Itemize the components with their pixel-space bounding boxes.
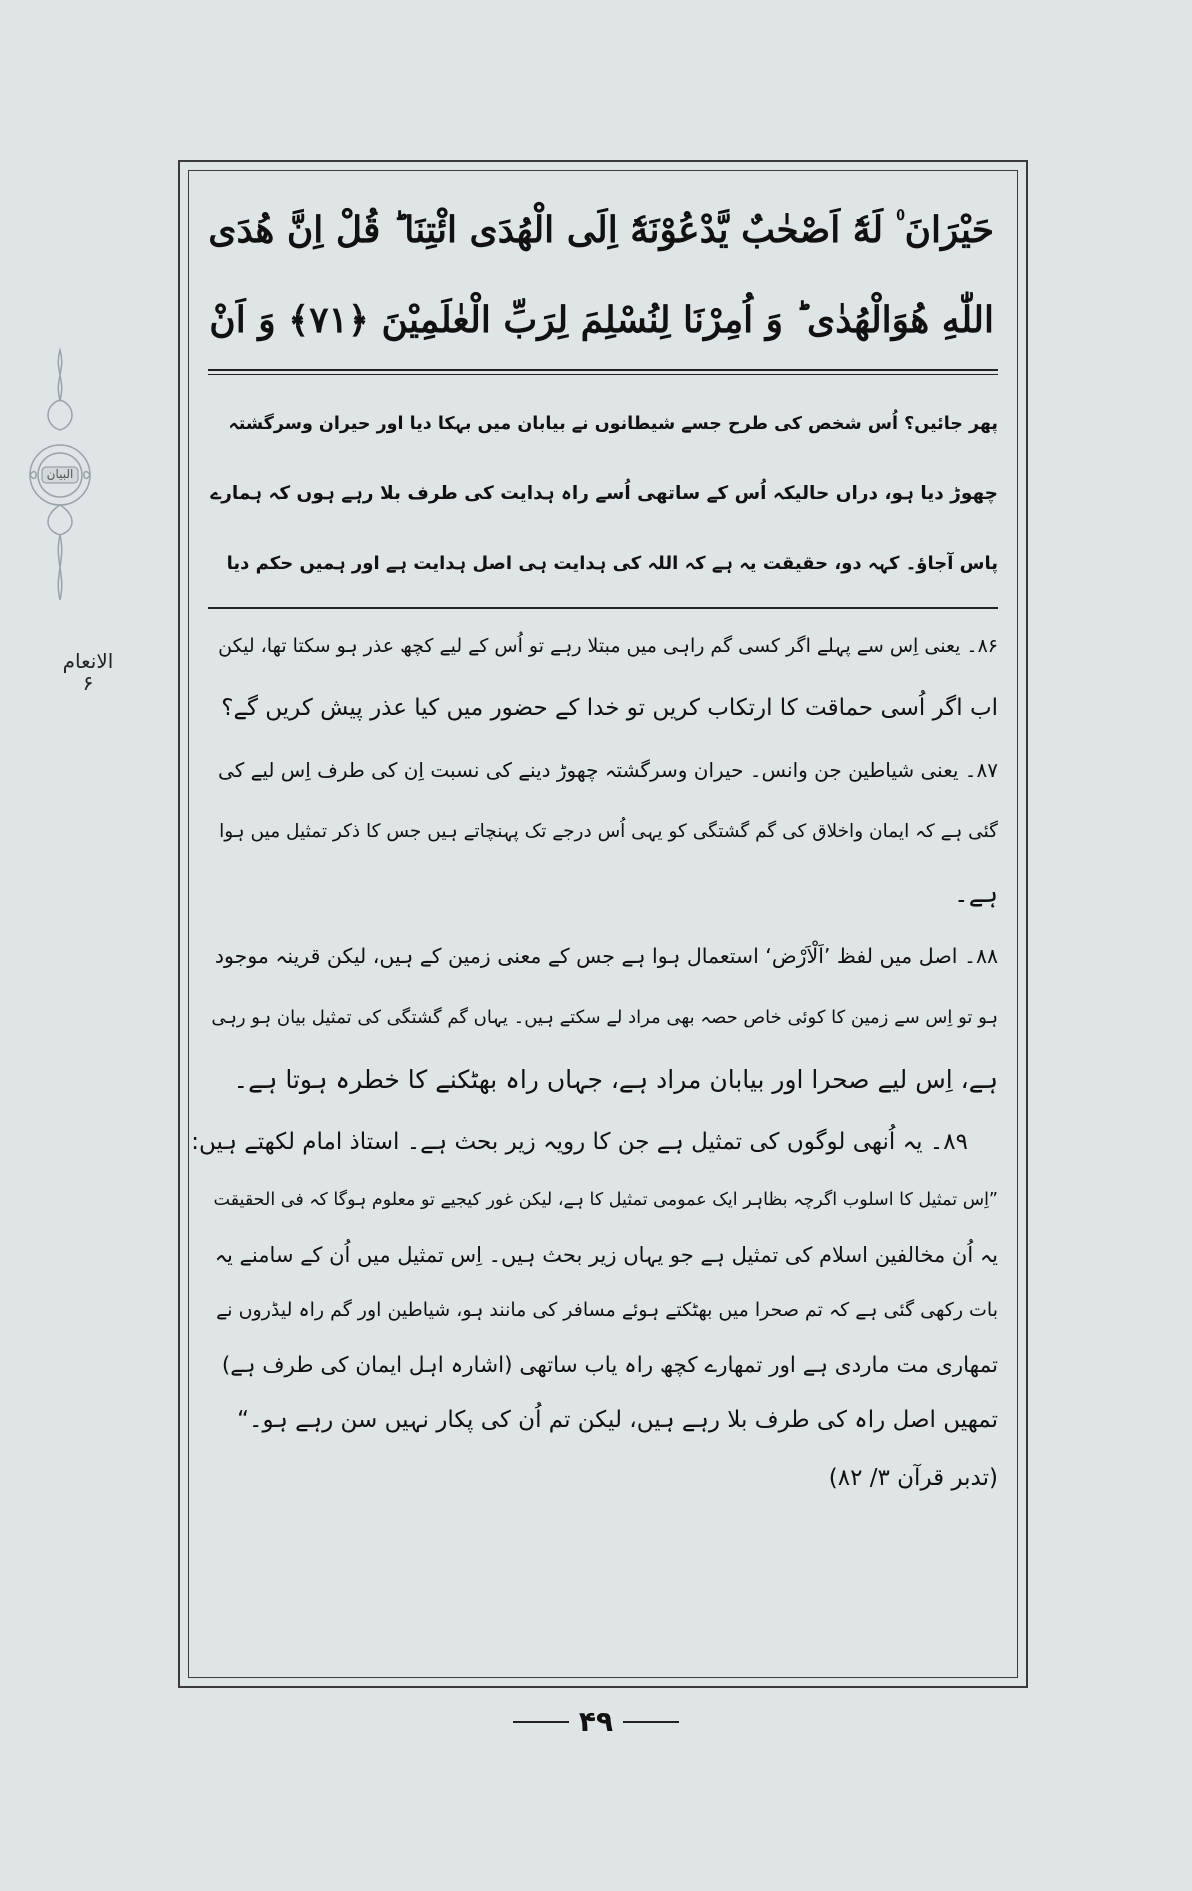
arabic-verse-line: حَيْرَانَ ۠ لَهٗٓ اَصْحٰبٌ يَّدْعُوْنَهٗٓ اِلَى الْهُدَى ائْتِنَا ؕ قُلْ اِنَّ هُدَى (208, 209, 994, 251)
footnotes (191, 615, 998, 1508)
translation-line: چھوڑ دیا ہو، دراں حالیکہ اُس کے ساتھی اُسے راہ ہدایت کی طرف بلا رہے ہوں کہ ہمارے (210, 483, 998, 504)
footer-dash (513, 1721, 569, 1723)
quote-line: تمھاری مت ماردی ہے اور تمھارے کچھ راہ یاب ساتھی (اشارہ اہل ایمان کی طرف ہے) (221, 1353, 998, 1378)
citation: (تدبر قرآن ۳/ ۸۲) (828, 1465, 998, 1491)
footnote-86 (208, 615, 998, 739)
footnote-87 (208, 739, 998, 925)
notes-divider (208, 607, 998, 609)
note-line: ہو تو اِس سے زمین کا کوئی خاص حصہ بھی مراد لے سکتے ہیں۔ یہاں گم گشتگی کی تمثیل بیان ہو رہی (211, 1007, 998, 1028)
page-content (191, 185, 998, 1508)
note-line: ۸۶۔ یعنی اِس سے پہلے اگر کسی گم راہی میں مبتلا رہے تو اُس کے لیے کچھ عذر ہو سکتا تھا، لیکن (218, 635, 998, 657)
surah-name: الانعام (62, 649, 114, 673)
urdu-translation (208, 389, 998, 599)
note-line: ۸۷۔ یعنی شیاطین جن وانس۔ حیران وسرگشتہ چھوڑ دینے کی نسبت اِن کی طرف اِس لیے کی (218, 758, 998, 782)
note-line: اب اگر اُسی حماقت کا ارتکاب کریں تو خدا کے حضور میں کیا عذر پیش کریں گے؟ (221, 695, 998, 721)
page-number: ۴۹ (578, 1705, 614, 1738)
ornament-logo-text: البیان (46, 467, 74, 481)
quote-line: تمھیں اصل راہ کی طرف بلا رہے ہیں، لیکن تم اُن کی پکار نہیں سن رہے ہو۔“ (237, 1407, 998, 1433)
quote-line: بات رکھی گئی ہے کہ تم صحرا میں بھٹکتے ہوئے مسافر کی مانند ہو، شیاطین اور گم راہ لیڈروں نے (216, 1299, 998, 1321)
footnote-89 (191, 1111, 998, 1173)
block-quote (208, 1173, 998, 1448)
note-line: ہے، اِس لیے صحرا اور بیابان مراد ہے، جہاں راہ بھٹکنے کا خطرہ ہوتا ہے۔ (233, 1065, 998, 1094)
translation-line: پاس آجاؤ۔ کہہ دو، حقیقت یہ ہے کہ اللہ کی ہدایت ہی اصل ہدایت ہے اور ہمیں حکم دیا (226, 553, 998, 574)
note-line: گئی ہے کہ ایمان واخلاق کی گم گشتگی کو یہی اُس درجے تک پہنچاتے ہیں جس کا ذکر تمثیل میں ہوا (219, 821, 998, 842)
surah-number: ۶ (82, 671, 94, 695)
arabic-verse-line: اللّٰهِ هُوَالْهُدٰى ؕ وَ اُمِرْنَا لِنُسْلِمَ لِرَبِّ الْعٰلَمِيْنَ ﴿۷۱﴾ وَ اَنْ (209, 299, 994, 341)
surah-margin-label (48, 650, 128, 694)
verse-divider (208, 369, 998, 375)
footer-dash (623, 1721, 679, 1723)
quote-line: ”اِس تمثیل کا اسلوب اگرچہ بظاہر ایک عمومی تمثیل کا ہے، لیکن غور کیجیے تو معلوم ہوگا کہ فی الحقیقت (213, 1190, 998, 1210)
arabic-verse (208, 185, 998, 365)
note-line: ۸۸۔ اصل میں لفظ ’اَلْاَرْض‘ استعمال ہوا ہے جس کے معنی زمین کے ہیں، لیکن قرینہ موجود (214, 944, 998, 968)
footnote-88 (208, 925, 998, 1111)
note-line: ۸۹۔ یہ اُنھی لوگوں کی تمثیل ہے جن کا رویہ زیر بحث ہے۔ استاذ امام لکھتے ہیں: (191, 1129, 968, 1155)
note-line: ہے۔ (954, 879, 998, 908)
page-footer (0, 1705, 1192, 1738)
translation-line: پھر جائیں؟ اُس شخص کی طرح جسے شیطانوں نے بیابان میں بہکا دیا اور حیران وسرگشتہ (228, 414, 998, 434)
quote-line: یہ اُن مخالفین اسلام کی تمثیل ہے جو یہاں زیر بحث ہیں۔ اِس تمثیل میں اُن کے سامنے یہ (214, 1243, 998, 1267)
